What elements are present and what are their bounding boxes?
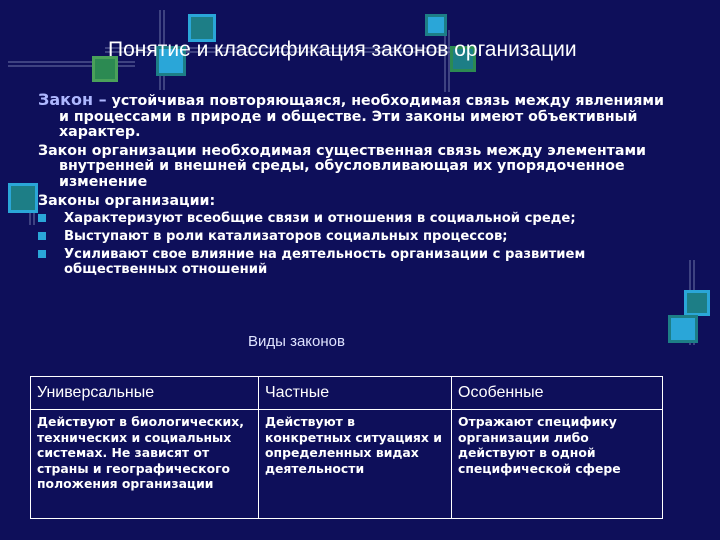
slide-title: Понятие и классификация законов организации — [108, 38, 577, 61]
laws-heading: Законы организации: — [38, 192, 216, 209]
laws-list — [38, 211, 678, 277]
law-types-table — [30, 376, 663, 519]
definition-text: Закон организации необходимая существенная связь между элементами внутренней и внешней среды, обусловливающая их упорядоченное изменение — [38, 142, 646, 190]
content-body — [38, 92, 678, 280]
table-header-particular: Частные — [259, 377, 452, 410]
definition-term: Закон – — [38, 90, 107, 109]
table-header-special: Особенные — [452, 377, 663, 410]
deco-square — [425, 14, 447, 36]
table-cell-universal: Действуют в биологических, технических и социальных системах. Не зависят от страны и географического положения организации — [31, 410, 259, 519]
definition-text: устойчивая повторяющаяся, необходимая связь между явлениями и процессами в природе и обществе. Эти законы имеют объективный характер. — [59, 93, 664, 141]
table-cell-special: Отражают специфику организации либо действуют в одной специфической сфере — [452, 410, 663, 519]
definition-organization-law — [38, 144, 678, 191]
list-item-text: Усиливают свое влияние на деятельность организации с развитием общественных отношений — [64, 247, 586, 278]
deco-square — [668, 315, 698, 343]
table-cell-particular: Действуют в конкретных ситуациях и определенных видах деятельности — [259, 410, 452, 519]
bullet-square-icon — [38, 214, 46, 222]
bullet-square-icon — [38, 250, 46, 258]
table-header-universal: Универсальные — [31, 377, 259, 410]
deco-square — [684, 290, 710, 316]
list-item-text: Характеризуют всеобщие связи и отношения в социальной среде; — [64, 211, 576, 227]
list-item — [38, 229, 678, 244]
types-caption: Виды законов — [248, 333, 345, 350]
list-item — [38, 211, 678, 226]
table-row — [31, 410, 663, 519]
table-header-row — [31, 377, 663, 410]
deco-square — [8, 183, 38, 213]
bullet-square-icon — [38, 232, 46, 240]
definition-law — [38, 92, 678, 141]
list-item-text: Выступают в роли катализаторов социальных процессов; — [64, 229, 508, 245]
list-item — [38, 247, 678, 277]
